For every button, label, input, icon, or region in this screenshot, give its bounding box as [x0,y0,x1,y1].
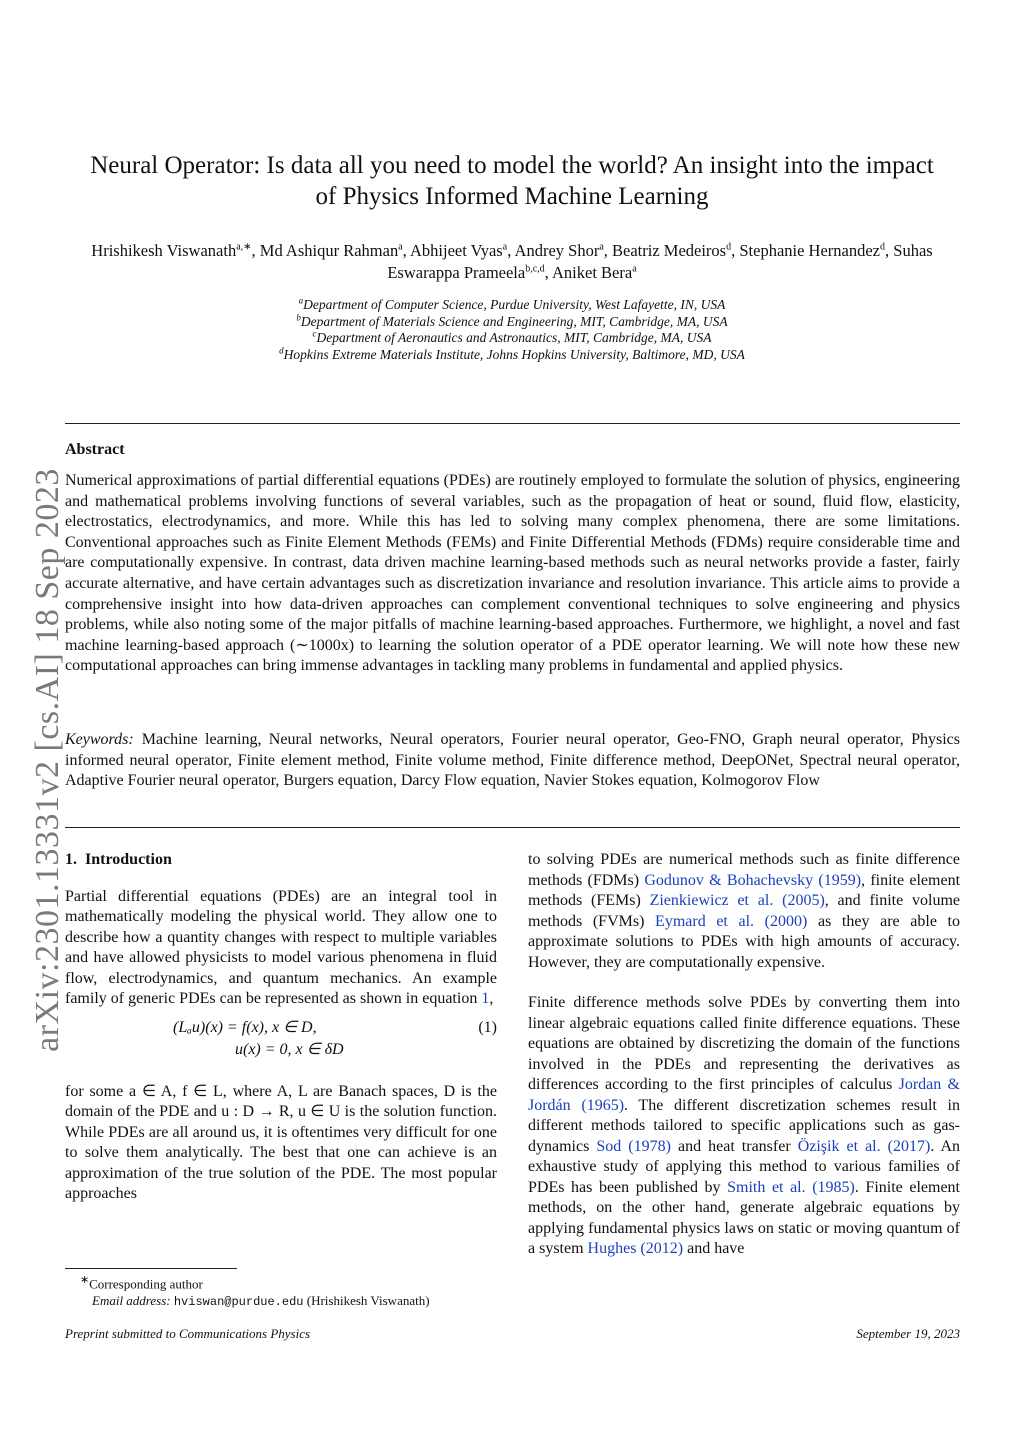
divider-top [65,423,960,424]
keywords-label: Keywords: [65,731,134,748]
citation-link[interactable]: Godunov & Bohachevsky (1959) [644,871,862,889]
affiliation: $^b$Department of Materials Science and Engineering, MIT, Cambridge, MA, USA [296,312,728,329]
equation-line: u(x) = 0, x ∈ δD [235,1040,344,1058]
equation-1 [65,1018,497,1070]
equation-number: (1) [478,1018,497,1036]
citation-link[interactable]: Eymard et al. (2000) [655,912,808,930]
author: Hrishikesh Viswanath$^{a,∗}$ [91,241,252,260]
affiliation-list [80,297,944,363]
abstract-text: Numerical approximations of partial differential equations (PDEs) are routinely employed to formulate the solution of physics, engineering and mathematical problems involving functions of several variables, such as the propagation of heat or sound, fluid flow, elasticity, electrostatics, electrodynamics, and more. While this has led to solving many complex phenomena, there are some limitations. Conventional approaches such as Finite Element Methods (FEMs) and Finite Differential Methods (FDMs) require considerable time and are computationally expensive. In contrast, data driven machine learning-based methods such as neural networks provide a faster, fairly accurate alternative, and have certain advantages such as discretization invariance and resolution invariance. This article aims to provide a comprehensive insight into how data-driven approaches can complement conventional techniques to solve engineering and physics problems, while also noting some of the major pitfalls of machine learning-based approaches. Furthermore, we highlight, a novel and fast machine learning-based approach (∼1000x) to learning the solution operator of a PDE operator learning. We will note how these new computational approaches can bring immense advantages in tackling many problems in fundamental and applied physics. [65,472,960,675]
right-column [528,850,960,1280]
divider-bottom [65,827,960,828]
affiliation: $^a$Department of Computer Science, Purdue University, West Lafayette, IN, USA [298,295,726,312]
intro-paragraph-1: Partial differential equations (PDEs) are an integral tool in mathematically modeling the physical world. They allow one to describe how a quantity changes with respect to multiple variables and have allowed physicists to model various phenomena in fluid flow, electrodynamics, and quantum mechanics. An example family of generic PDEs can be represented as shown in equation 1, [65,887,497,1007]
affiliation: $^d$Hopkins Extreme Materials Institute, Johns Hopkins University, Baltimore, MD, USA [279,345,745,362]
author: Andrey Shor$^a$ [514,241,604,260]
citation-link[interactable]: Sod (1978) [596,1137,671,1155]
author: Stephanie Hernandez$^d$ [739,241,886,260]
citation-link[interactable]: Zienkiewicz et al. (2005) [649,892,825,909]
footnote-divider [65,1268,237,1269]
equation-ref-link[interactable]: 1 [481,990,490,1007]
citation-link[interactable]: Özişik et al. (2017) [797,1137,931,1155]
keywords-text: Machine learning, Neural networks, Neural operators, Fourier neural operator, Geo-FNO, Graph neural operator, Physics informed neural operator, Finite element method, Finite volume method, Finite difference method, DeepONet, Spectral neural operator, Adaptive Fourier neural operator, Burgers equation, Darcy Flow equation, Navier Stokes equation, Kolmogorov Flow [65,731,960,790]
citation-link[interactable]: Smith et al. (1985) [727,1178,855,1196]
author: Suhas Eswarappa Prameela$^{b,c,d}$ [387,241,933,282]
abstract-heading: Abstract [65,441,125,458]
arxiv-id: arXiv:2301.13331v2 [cs.AI] 18 Sep 2023 [29,468,67,1052]
footnote [65,1272,505,1311]
section-heading: 1. Introduction [65,851,172,868]
author: Md Ashiqur Rahman$^a$ [259,241,403,260]
paper-title: Neural Operator: Is data all you need to model the world? An insight into the impact of Physics Informed Machine Learning [90,152,934,210]
intro-paragraph-2: for some a ∈ A, f ∈ L, where A, L are Banach spaces, D is the domain of the PDE and u : D → R, u ∈ U is the solution function. While PDEs are all around us, it is oftentimes very difficult for one to solve them analytically. The best that one can achieve is an approximation of the true solution of the PDE. The most popular approaches [65,1082,497,1202]
author: Abhijeet Vyas$^a$ [410,241,508,260]
author: Beatriz Medeiros$^d$ [612,241,732,260]
footnote-email: Email address: hviswan@purdue.edu (Hrishikesh Viswanath) [92,1293,430,1310]
left-column [65,850,497,1225]
affiliation: $^c$Department of Aeronautics and Astronautics, MIT, Cambridge, MA, USA [312,328,712,345]
footer-date: September 19, 2023 [856,1326,960,1341]
author: Aniket Bera$^a$ [552,263,637,282]
citation-link[interactable]: Hughes (2012) [587,1240,684,1257]
right-paragraph-2: Finite difference methods solve PDEs by converting them into linear algebraic equations called finite difference equations. These equations are obtained by discretizing the domain of the functions involved in the PDEs and representing the derivatives as differences according to the first principles of calculus Jordan & Jordán (1965). The different discretization schemes result in different methods tailored to specific applications such as gas-dynamics Sod (1978) and heat transfer Özişik et al. (2017). An exhaustive study of applying this method to various families of PDEs has been published by Smith et al. (1985). Finite element methods, on the other hand, generate algebraic equations by applying fundamental physics laws on static or moving quantum of a system Hughes (2012) and have [528,994,961,1257]
equation-line: (Lₐu)(x) = f(x), x ∈ D, [173,1018,317,1036]
author-list: Hrishikesh Viswanath$^{a,∗}$, Md Ashiqur Rahman$^a$, Abhijeet Vyas$^a$, Andrey Shor$^a$, Beatriz Medeiros$^d$, Stephanie Hernandez$^d$, Suhas Eswarappa Prameela$^{b,c,d}$, Aniket Bera$^a$ [91,241,933,282]
footer-journal: Preprint submitted to Communications Physics [65,1326,311,1341]
footnote-corresponding: ∗Corresponding author [80,1274,203,1292]
email-link[interactable]: hviswan@purdue.edu [173,1295,304,1310]
right-paragraph-1: to solving PDEs are numerical methods such as finite difference methods (FDMs) Godunov & Bohachevsky (1959), finite element methods (FEMs) Zienkiewicz et al. (2005), and finite volume methods (FVMs) Eymard et al. (2000) as they are able to approximate solutions to PDEs with high amounts of accuracy. However, they are computationally expensive. [528,851,961,971]
keywords [65,730,960,792]
citation-link[interactable]: Jordan & Jordán (1965) [528,1076,960,1114]
